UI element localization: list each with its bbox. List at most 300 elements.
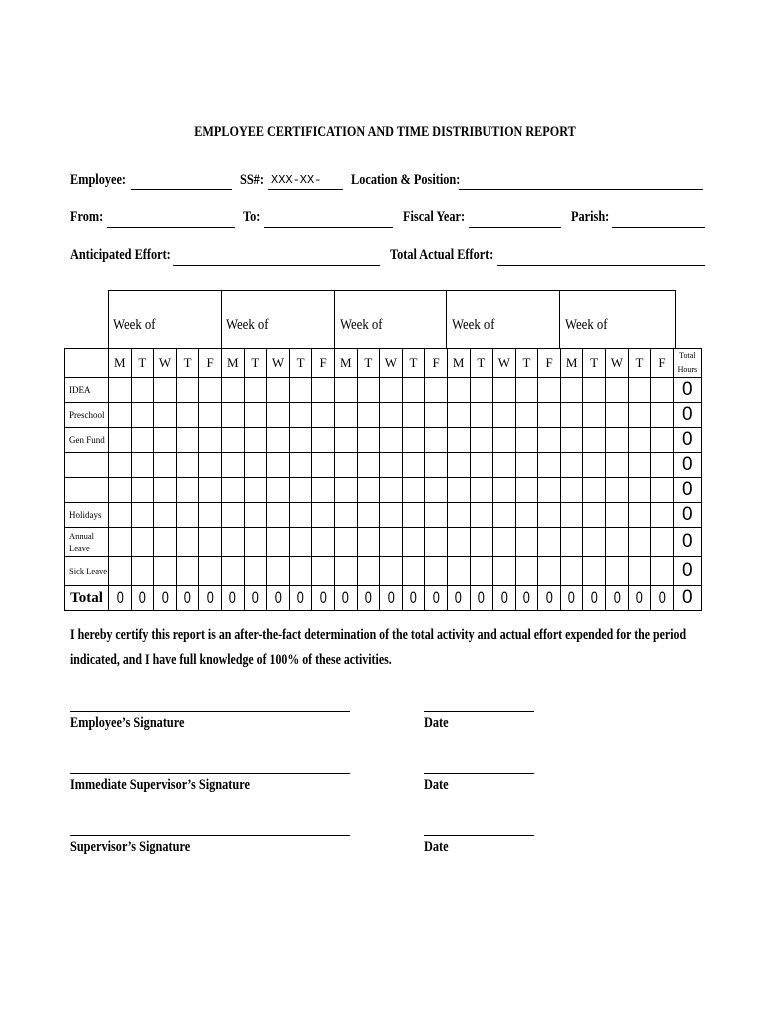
hours-cell[interactable] [651, 528, 674, 557]
hours-cell[interactable] [651, 478, 674, 503]
day-header: M [109, 349, 132, 378]
hours-cell[interactable] [515, 378, 538, 403]
hours-cell[interactable] [560, 453, 583, 478]
table-row [65, 557, 702, 586]
hours-cell[interactable] [538, 453, 561, 478]
hours-cell[interactable] [538, 403, 561, 428]
hours-cell[interactable] [628, 528, 651, 557]
hours-cell[interactable] [357, 453, 380, 478]
hours-cell[interactable] [493, 503, 516, 528]
hours-cell[interactable] [628, 453, 651, 478]
hours-cell[interactable] [244, 528, 267, 557]
ss-field[interactable] [268, 189, 343, 190]
hours-cell[interactable] [221, 503, 244, 528]
hours-cell[interactable] [221, 403, 244, 428]
hours-cell[interactable] [221, 478, 244, 503]
hours-cell[interactable] [312, 428, 335, 453]
hours-cell[interactable] [560, 403, 583, 428]
hours-cell[interactable] [109, 403, 132, 428]
column-total: 0 [202, 586, 219, 611]
hours-cell[interactable] [380, 557, 403, 586]
hours-cell[interactable] [267, 478, 290, 503]
hours-cell[interactable] [109, 557, 132, 586]
hours-cell[interactable] [606, 428, 629, 453]
hours-cell[interactable] [267, 503, 290, 528]
hours-cell[interactable] [515, 403, 538, 428]
hours-cell[interactable] [334, 557, 357, 586]
ss-label: SS#: [240, 172, 264, 188]
hours-cell[interactable] [357, 378, 380, 403]
hours-cell[interactable] [109, 528, 132, 557]
hours-cell[interactable] [493, 453, 516, 478]
hours-cell[interactable] [583, 453, 606, 478]
hours-cell[interactable] [334, 453, 357, 478]
row-total: 0 [673, 428, 701, 453]
form-title: EMPLOYEE CERTIFICATION AND TIME DISTRIBUTION REPORT [194, 124, 576, 140]
hours-cell[interactable] [176, 428, 199, 453]
day-header: W [154, 349, 177, 378]
hours-cell[interactable] [583, 378, 606, 403]
hours-cell[interactable] [606, 453, 629, 478]
hours-cell[interactable] [425, 528, 448, 557]
column-total: 0 [608, 586, 625, 611]
hours-cell[interactable] [493, 378, 516, 403]
hours-cell[interactable] [154, 478, 177, 503]
fiscal-year-field[interactable] [469, 227, 561, 228]
location-field[interactable] [459, 189, 703, 190]
hours-cell[interactable] [199, 378, 222, 403]
immediate-supervisor-signature-line[interactable] [70, 773, 350, 774]
hours-cell[interactable] [289, 428, 312, 453]
hours-cell[interactable] [402, 503, 425, 528]
hours-cell[interactable] [267, 403, 290, 428]
hours-cell[interactable] [470, 528, 493, 557]
hours-cell[interactable] [289, 528, 312, 557]
table-row [65, 478, 702, 503]
hours-cell[interactable] [289, 403, 312, 428]
hours-cell[interactable] [402, 428, 425, 453]
column-total: 0 [111, 586, 128, 611]
hours-cell[interactable] [312, 478, 335, 503]
day-header: W [606, 349, 629, 378]
hours-cell[interactable] [447, 403, 470, 428]
hours-cell[interactable] [176, 478, 199, 503]
hours-cell[interactable] [176, 403, 199, 428]
hours-cell[interactable] [515, 528, 538, 557]
hours-cell[interactable] [176, 557, 199, 586]
hours-cell[interactable] [560, 503, 583, 528]
hours-cell[interactable] [154, 557, 177, 586]
hours-cell[interactable] [402, 378, 425, 403]
row-total: 0 [673, 478, 701, 503]
total-hours-header: Total Hours [673, 349, 701, 378]
column-total: 0 [541, 586, 558, 611]
hours-cell[interactable] [334, 478, 357, 503]
hours-cell[interactable] [334, 378, 357, 403]
column-total: 0 [495, 586, 512, 611]
hours-cell[interactable] [131, 378, 154, 403]
hours-cell[interactable] [606, 528, 629, 557]
date-label: Date [424, 777, 449, 793]
hours-cell[interactable] [515, 503, 538, 528]
hours-cell[interactable] [312, 378, 335, 403]
day-header: T [470, 349, 493, 378]
hours-cell[interactable] [538, 378, 561, 403]
hours-cell[interactable] [289, 453, 312, 478]
hours-cell[interactable] [221, 428, 244, 453]
hours-cell[interactable] [312, 453, 335, 478]
week-of-label[interactable]: Week of [340, 317, 383, 333]
date-label: Date [424, 715, 449, 731]
hours-cell[interactable] [447, 557, 470, 586]
total-row [65, 586, 702, 611]
day-header: T [176, 349, 199, 378]
day-header: T [289, 349, 312, 378]
hours-cell[interactable] [470, 378, 493, 403]
hours-cell[interactable] [425, 378, 448, 403]
hours-cell[interactable] [131, 428, 154, 453]
hours-cell[interactable] [470, 557, 493, 586]
hours-cell[interactable] [154, 403, 177, 428]
day-header: T [131, 349, 154, 378]
hours-cell[interactable] [244, 378, 267, 403]
hours-cell[interactable] [560, 528, 583, 557]
hours-cell[interactable] [538, 478, 561, 503]
hours-cell[interactable] [244, 403, 267, 428]
table-row [65, 378, 702, 403]
hours-cell[interactable] [199, 528, 222, 557]
day-header: W [380, 349, 403, 378]
hours-cell[interactable] [425, 453, 448, 478]
hours-cell[interactable] [244, 503, 267, 528]
hours-cell[interactable] [493, 428, 516, 453]
hours-cell[interactable] [357, 528, 380, 557]
hours-cell[interactable] [628, 378, 651, 403]
row-total: 0 [673, 503, 701, 528]
hours-cell[interactable] [425, 503, 448, 528]
hours-cell[interactable] [131, 453, 154, 478]
hours-cell[interactable] [538, 528, 561, 557]
hours-cell[interactable] [289, 503, 312, 528]
hours-cell[interactable] [402, 528, 425, 557]
hours-cell[interactable] [267, 428, 290, 453]
hours-cell[interactable] [380, 503, 403, 528]
supervisor-date-line[interactable] [424, 835, 534, 836]
table-row [65, 528, 702, 557]
parish-field[interactable] [612, 227, 705, 228]
hours-cell[interactable] [109, 428, 132, 453]
hours-cell[interactable] [131, 403, 154, 428]
day-header: F [651, 349, 674, 378]
hours-cell[interactable] [447, 478, 470, 503]
hours-cell[interactable] [334, 403, 357, 428]
hours-cell[interactable] [154, 528, 177, 557]
row-label [65, 478, 109, 503]
hours-cell[interactable] [402, 557, 425, 586]
hours-cell[interactable] [334, 528, 357, 557]
hours-cell[interactable] [267, 557, 290, 586]
employee-signature-line[interactable] [70, 711, 350, 712]
hours-cell[interactable] [425, 403, 448, 428]
hours-cell[interactable] [199, 503, 222, 528]
hours-cell[interactable] [380, 478, 403, 503]
hours-cell[interactable] [425, 478, 448, 503]
week-of-label[interactable]: Week of [565, 317, 608, 333]
hours-cell[interactable] [380, 403, 403, 428]
week-of-label[interactable]: Week of [226, 317, 269, 333]
day-header: M [221, 349, 244, 378]
hours-cell[interactable] [583, 403, 606, 428]
hours-cell[interactable] [560, 378, 583, 403]
hours-cell[interactable] [357, 478, 380, 503]
row-label: IDEA [65, 378, 109, 403]
total-actual-effort-field[interactable] [497, 265, 705, 266]
hours-cell[interactable] [515, 557, 538, 586]
to-label: To: [243, 209, 261, 225]
hours-cell[interactable] [380, 528, 403, 557]
hours-cell[interactable] [267, 528, 290, 557]
hours-cell[interactable] [651, 557, 674, 586]
day-header: T [357, 349, 380, 378]
hours-cell[interactable] [447, 378, 470, 403]
hours-cell[interactable] [651, 378, 674, 403]
hours-cell[interactable] [131, 503, 154, 528]
column-total: 0 [518, 586, 535, 611]
hours-cell[interactable] [221, 453, 244, 478]
anticipated-effort-label: Anticipated Effort: [70, 247, 171, 263]
hours-cell[interactable] [560, 428, 583, 453]
hours-cell[interactable] [425, 557, 448, 586]
hours-cell[interactable] [402, 453, 425, 478]
hours-cell[interactable] [470, 478, 493, 503]
hours-cell[interactable] [131, 557, 154, 586]
fiscal-year-label: Fiscal Year: [403, 209, 466, 225]
anticipated-effort-field[interactable] [173, 265, 380, 266]
hours-cell[interactable] [199, 403, 222, 428]
hours-cell[interactable] [560, 478, 583, 503]
hours-cell[interactable] [199, 453, 222, 478]
hours-cell[interactable] [447, 453, 470, 478]
row-label [65, 453, 109, 478]
column-total: 0 [405, 586, 422, 611]
immediate-supervisor-date-line[interactable] [424, 773, 534, 774]
ss-value[interactable]: XXX-XX- [271, 173, 322, 187]
hours-cell[interactable] [109, 453, 132, 478]
hours-cell[interactable] [583, 503, 606, 528]
hours-cell[interactable] [221, 528, 244, 557]
column-total: 0 [157, 586, 174, 611]
hours-cell[interactable] [651, 453, 674, 478]
day-header: T [244, 349, 267, 378]
hours-cell[interactable] [312, 528, 335, 557]
column-total: 0 [428, 586, 445, 611]
day-header: F [312, 349, 335, 378]
column-total: 0 [360, 586, 377, 611]
date-label: Date [424, 839, 449, 855]
hours-cell[interactable] [493, 403, 516, 428]
time-distribution-grid [64, 348, 702, 611]
from-label: From: [70, 209, 104, 225]
column-total: 0 [382, 586, 399, 611]
hours-cell[interactable] [470, 453, 493, 478]
hours-cell[interactable] [357, 428, 380, 453]
hours-cell[interactable] [334, 503, 357, 528]
to-field[interactable] [264, 227, 393, 228]
hours-cell[interactable] [628, 478, 651, 503]
hours-cell[interactable] [312, 503, 335, 528]
hours-cell[interactable] [583, 528, 606, 557]
column-total: 0 [269, 586, 286, 611]
from-field[interactable] [107, 227, 235, 228]
hours-cell[interactable] [244, 428, 267, 453]
hours-cell[interactable] [312, 403, 335, 428]
hours-cell[interactable] [221, 378, 244, 403]
hours-cell[interactable] [199, 557, 222, 586]
hours-cell[interactable] [606, 478, 629, 503]
hours-cell[interactable] [628, 557, 651, 586]
hours-cell[interactable] [176, 378, 199, 403]
employee-label: Employee: [70, 172, 127, 188]
hours-cell[interactable] [289, 478, 312, 503]
hours-cell[interactable] [131, 478, 154, 503]
column-total: 0 [450, 586, 467, 611]
row-total: 0 [673, 557, 701, 586]
hours-cell[interactable] [402, 478, 425, 503]
hours-cell[interactable] [538, 503, 561, 528]
row-label-header [65, 349, 109, 378]
hours-cell[interactable] [470, 403, 493, 428]
hours-cell[interactable] [606, 403, 629, 428]
row-label: Holidays [65, 503, 109, 528]
hours-cell[interactable] [334, 428, 357, 453]
hours-cell[interactable] [380, 428, 403, 453]
hours-cell[interactable] [606, 503, 629, 528]
hours-cell[interactable] [109, 378, 132, 403]
hours-cell[interactable] [244, 453, 267, 478]
column-total: 0 [473, 586, 490, 611]
hours-cell[interactable] [154, 503, 177, 528]
hours-cell[interactable] [515, 478, 538, 503]
hours-cell[interactable] [470, 503, 493, 528]
hours-cell[interactable] [199, 428, 222, 453]
day-header: F [538, 349, 561, 378]
column-total: 0 [179, 586, 196, 611]
hours-cell[interactable] [470, 428, 493, 453]
hours-cell[interactable] [176, 528, 199, 557]
day-header: M [560, 349, 583, 378]
hours-cell[interactable] [493, 557, 516, 586]
hours-cell[interactable] [583, 428, 606, 453]
immediate-supervisor-signature-label: Immediate Supervisor’s Signature [70, 777, 250, 793]
hours-cell[interactable] [267, 453, 290, 478]
hours-cell[interactable] [221, 557, 244, 586]
certification-statement: I hereby certify this report is an after-the-fact determination of the total activity and actual effort expended for the period indicated, and I have full knowledge of 100% of these activities. [70, 627, 687, 668]
hours-cell[interactable] [447, 503, 470, 528]
hours-cell[interactable] [447, 528, 470, 557]
day-header: T [628, 349, 651, 378]
hours-cell[interactable] [176, 503, 199, 528]
supervisor-signature-line[interactable] [70, 835, 350, 836]
supervisor-signature-label: Supervisor’s Signature [70, 839, 191, 855]
hours-cell[interactable] [583, 478, 606, 503]
hours-cell[interactable] [244, 478, 267, 503]
hours-cell[interactable] [515, 428, 538, 453]
hours-cell[interactable] [628, 503, 651, 528]
row-label: Preschool [65, 403, 109, 428]
hours-cell[interactable] [628, 428, 651, 453]
employee-field[interactable] [131, 189, 232, 190]
hours-cell[interactable] [493, 478, 516, 503]
parish-label: Parish: [571, 209, 610, 225]
hours-cell[interactable] [628, 403, 651, 428]
hours-cell[interactable] [357, 557, 380, 586]
hours-cell[interactable] [109, 478, 132, 503]
day-header: T [515, 349, 538, 378]
column-total: 0 [315, 586, 332, 611]
day-header: W [493, 349, 516, 378]
employee-signature-label: Employee’s Signature [70, 715, 185, 731]
hours-cell[interactable] [380, 453, 403, 478]
day-header: F [425, 349, 448, 378]
hours-cell[interactable] [651, 403, 674, 428]
week-of-label[interactable]: Week of [452, 317, 495, 333]
row-total: 0 [673, 528, 701, 557]
hours-cell[interactable] [154, 453, 177, 478]
employee-date-line[interactable] [424, 711, 534, 712]
column-total: 0 [563, 586, 580, 611]
hours-cell[interactable] [538, 428, 561, 453]
hours-cell[interactable] [606, 557, 629, 586]
column-total: 0 [631, 586, 648, 611]
hours-cell[interactable] [493, 528, 516, 557]
row-total: 0 [673, 453, 701, 478]
hours-cell[interactable] [199, 478, 222, 503]
hours-cell[interactable] [267, 378, 290, 403]
column-total: 0 [337, 586, 354, 611]
location-label: Location & Position: [351, 172, 461, 188]
hours-cell[interactable] [560, 557, 583, 586]
hours-cell[interactable] [447, 428, 470, 453]
column-total: 0 [292, 586, 309, 611]
hours-cell[interactable] [176, 453, 199, 478]
week-of-label[interactable]: Week of [113, 317, 156, 333]
hours-cell[interactable] [583, 557, 606, 586]
hours-cell[interactable] [357, 403, 380, 428]
hours-cell[interactable] [289, 557, 312, 586]
hours-cell[interactable] [425, 428, 448, 453]
hours-cell[interactable] [380, 378, 403, 403]
hours-cell[interactable] [515, 453, 538, 478]
hours-cell[interactable] [651, 428, 674, 453]
hours-cell[interactable] [109, 503, 132, 528]
hours-cell[interactable] [244, 557, 267, 586]
day-header: F [199, 349, 222, 378]
column-total: 0 [586, 586, 603, 611]
column-total: 0 [134, 586, 151, 611]
hours-cell[interactable] [289, 378, 312, 403]
hours-cell[interactable] [606, 378, 629, 403]
table-row [65, 453, 702, 478]
hours-cell[interactable] [651, 503, 674, 528]
hours-cell[interactable] [154, 378, 177, 403]
hours-cell[interactable] [312, 557, 335, 586]
hours-cell[interactable] [154, 428, 177, 453]
hours-cell[interactable] [538, 557, 561, 586]
column-total: 0 [654, 586, 671, 611]
hours-cell[interactable] [131, 528, 154, 557]
hours-cell[interactable] [357, 503, 380, 528]
hours-cell[interactable] [402, 403, 425, 428]
